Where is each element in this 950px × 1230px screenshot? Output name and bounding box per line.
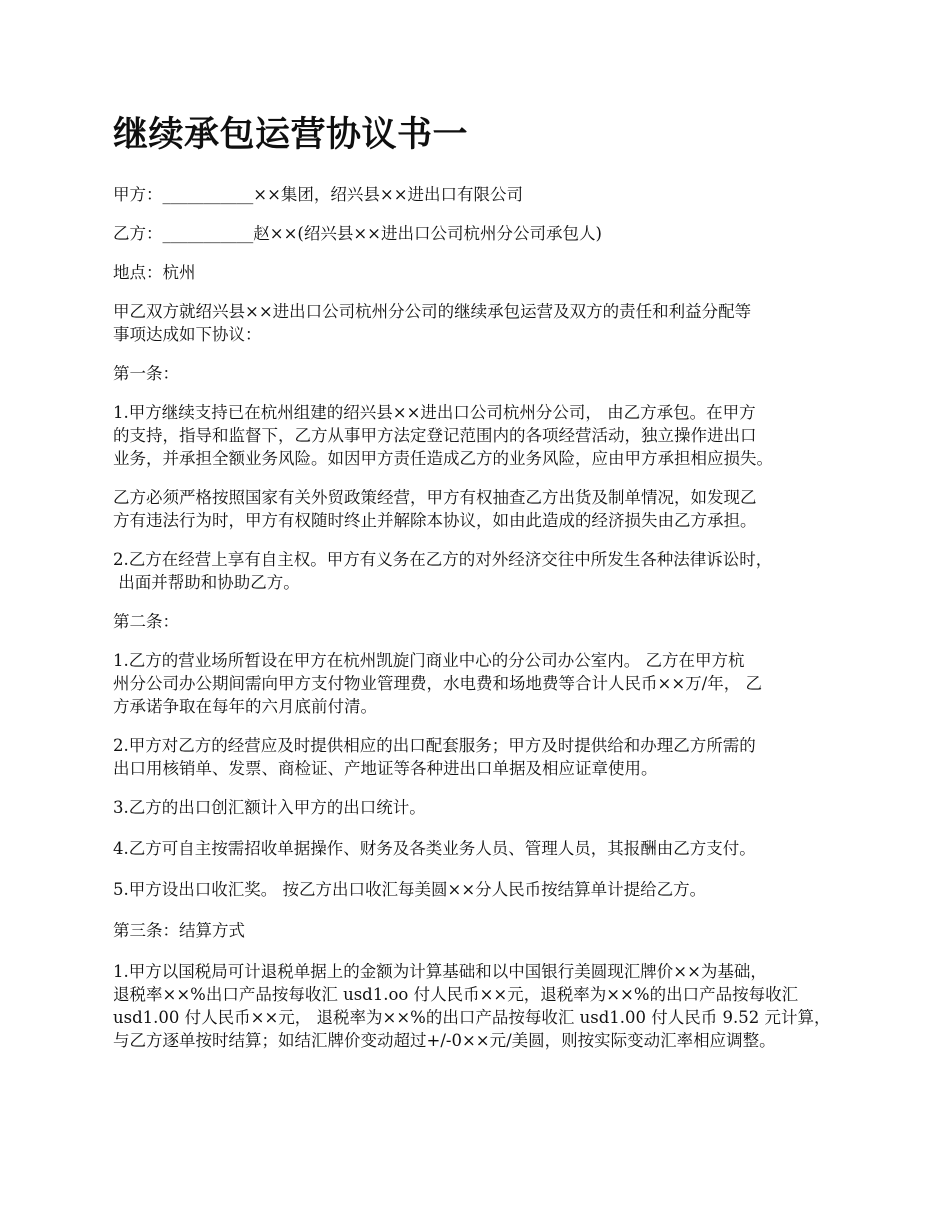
article-2-clause-2: 2.甲方对乙方的经营应及时提供相应的出口配套服务；甲方及时提供给和办理乙方所需的 出口用核销单、发票、商检证、产地证等各种进出口单据及相应证章使用。 bbox=[113, 736, 756, 778]
article-1-clause-2: 2.乙方在经营上享有自主权。甲方有义务在乙方的对外经济交往中所发生各种法律诉讼时， 出面并帮助和协助乙方。 bbox=[113, 550, 773, 592]
article-2-clause-3: 3.乙方的出口创汇额计入甲方的出口统计。 bbox=[113, 798, 426, 817]
article-3-clause-1: 1.甲方以国税局可计退税单据上的金额为计算基础和以中国银行美圆现汇牌价××为基础， 退税率××%出口产品按每收汇 usd1.oo 付人民币××元，退税率为××%的出口产品按每收汇 usd1.00 付人民币××元， 退税率为××%的出口产品按每收汇 usd1.00 付人民币 9.52 元计算， 与乙方逐单按时结算；如结汇牌价变动超过+/-0××元/美圆，则按实际变动汇率相应调整。 bbox=[113, 962, 831, 1050]
article-1-clause-1: 1.甲方继续支持已在杭州组建的绍兴县××进出口公司杭州分公司， 由乙方承包。在甲方 的支持，指导和监督下，乙方从事甲方法定登记范围内的各项经营活动，独立操作进出口 业务，并承担全额业务风险。如因甲方责任造成乙方的业务风险，应由甲方承担相应损失。 bbox=[113, 403, 773, 468]
article-2-clause-4: 4.乙方可自主按需招收单据操作、财务及各类业务人员、管理人员，其报酬由乙方支付。 bbox=[113, 839, 756, 858]
article-2-clause-5: 5.甲方设出口收汇奖。 按乙方出口收汇每美圆××分人民币按结算单计提给乙方。 bbox=[113, 880, 707, 899]
preamble-paragraph: 甲乙双方就绍兴县××进出口公司杭州分公司的继续承包运营及双方的责任和利益分配等 事项达成如下协议： bbox=[113, 302, 752, 344]
article-2-heading: 第二条： bbox=[113, 612, 179, 631]
document-page bbox=[113, 112, 858, 1068]
article-2-clause-1: 1.乙方的营业场所暂设在甲方在杭州凯旋门商业中心的分公司办公室内。 乙方在甲方杭 州分公司办公期间需向甲方支付物业管理费，水电费和场地费等合计人民币××万/年， 乙 方承诺争取在每年的六月底前付清。 bbox=[113, 651, 762, 716]
party-b-line: 乙方：___________赵××(绍兴县××进出口公司杭州分公司承包人) bbox=[113, 224, 602, 243]
document-title: 继续承包运营协议书一 bbox=[113, 115, 469, 155]
article-3-heading: 第三条：结算方式 bbox=[113, 921, 245, 940]
location-line: 地点：杭州 bbox=[113, 263, 196, 282]
article-1-clause-1-supplement: 乙方必须严格按照国家有关外贸政策经营，甲方有权抽查乙方出货及制单情况，如发现乙 方有违法行为时，甲方有权随时终止并解除本协议，如由此造成的经济损失由乙方承担。 bbox=[113, 488, 757, 530]
article-1-heading: 第一条： bbox=[113, 364, 179, 383]
party-a-line: 甲方：___________××集团，绍兴县××进出口有限公司 bbox=[113, 185, 524, 204]
